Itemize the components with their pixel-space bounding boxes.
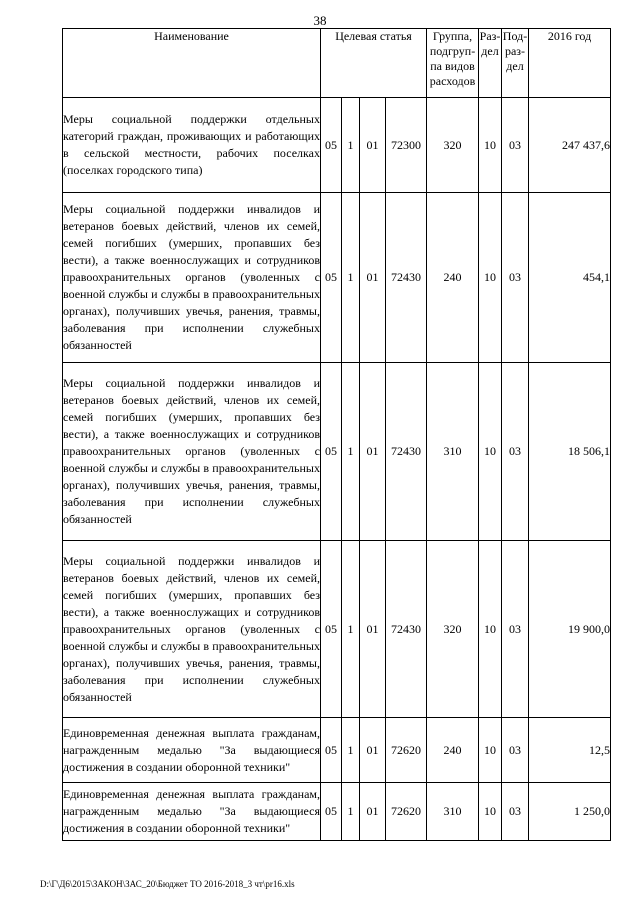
- target-article-part-1: 05: [321, 193, 342, 363]
- section-code: 10: [479, 541, 502, 718]
- amount-2016: 454,1: [529, 193, 611, 363]
- target-article-part-1: 05: [321, 363, 342, 541]
- header-subsection: Под-раз-дел: [502, 29, 529, 98]
- subsection-code: 03: [502, 718, 529, 783]
- subsection-code: 03: [502, 193, 529, 363]
- header-group: Группа, подгруп-па видов расходов: [427, 29, 479, 98]
- subsection-code: 03: [502, 98, 529, 193]
- amount-2016: 19 900,0: [529, 541, 611, 718]
- target-article-part-3: 01: [360, 783, 386, 841]
- target-article-part-2: 1: [342, 541, 360, 718]
- target-article-part-2: 1: [342, 193, 360, 363]
- subsection-code: 03: [502, 541, 529, 718]
- header-name: Наименование: [63, 29, 321, 98]
- target-article-part-4: 72430: [386, 363, 427, 541]
- section-code: 10: [479, 98, 502, 193]
- header-section: Раз-дел: [479, 29, 502, 98]
- target-article-part-4: 72300: [386, 98, 427, 193]
- subsection-code: 03: [502, 363, 529, 541]
- target-article-part-1: 05: [321, 718, 342, 783]
- section-code: 10: [479, 193, 502, 363]
- header-year: 2016 год: [529, 29, 611, 98]
- amount-2016: 1 250,0: [529, 783, 611, 841]
- target-article-part-3: 01: [360, 193, 386, 363]
- target-article-part-4: 72620: [386, 718, 427, 783]
- row-name: Меры социальной поддержки инвалидов и ветеранов боевых действий, членов их семей, семей погибших (умерших, пропавших без вести), а также военнослужащих и сотрудников правоохранительных органов (уволенных с военной службы и службы в правоохранительных органах), получивших увечья, ранения, травмы, заболевания при исполнении служебных обязанностей: [63, 193, 321, 363]
- expense-group: 310: [427, 783, 479, 841]
- row-name: Единовременная денежная выплата гражданам, награжденным медалью "За выдающиеся достижения в создании оборонной техники": [63, 718, 321, 783]
- amount-2016: 12,5: [529, 718, 611, 783]
- target-article-part-1: 05: [321, 783, 342, 841]
- page-number: 38: [313, 13, 327, 28]
- budget-table: [62, 28, 611, 841]
- header-row: [63, 29, 611, 98]
- table-row: [63, 98, 611, 193]
- row-name: Меры социальной поддержки инвалидов и ветеранов боевых действий, членов их семей, семей погибших (умерших, пропавших без вести), а также военнослужащих и сотрудников правоохранительных органов (уволенных с военной службы и службы в правоохранительных органах), получивших увечья, ранения, травмы, заболевания при исполнении служебных обязанностей: [63, 541, 321, 718]
- expense-group: 310: [427, 363, 479, 541]
- table-row: [63, 783, 611, 841]
- row-name: Меры социальной поддержки отдельных категорий граждан, проживающих и работающих в сельской местности, рабочих поселках (поселках городского типа): [63, 98, 321, 193]
- file-path-footer: D:\Г\Д6\2015\ЗАКОН\ЗАС_20\Бюджет ТО 2016-2018_3 чт\pr16.xls: [40, 879, 295, 889]
- target-article-part-2: 1: [342, 363, 360, 541]
- header-target-article: Целевая статья: [321, 29, 427, 98]
- table-row: [63, 193, 611, 363]
- section-code: 10: [479, 363, 502, 541]
- target-article-part-1: 05: [321, 98, 342, 193]
- target-article-part-4: 72430: [386, 193, 427, 363]
- amount-2016: 18 506,1: [529, 363, 611, 541]
- table-row: [63, 718, 611, 783]
- table-row: [63, 363, 611, 541]
- target-article-part-4: 72620: [386, 783, 427, 841]
- expense-group: 320: [427, 98, 479, 193]
- expense-group: 240: [427, 718, 479, 783]
- target-article-part-2: 1: [342, 98, 360, 193]
- subsection-code: 03: [502, 783, 529, 841]
- amount-2016: 247 437,6: [529, 98, 611, 193]
- target-article-part-3: 01: [360, 363, 386, 541]
- target-article-part-2: 1: [342, 783, 360, 841]
- target-article-part-2: 1: [342, 718, 360, 783]
- row-name: Единовременная денежная выплата гражданам, награжденным медалью "За выдающиеся достижения в создании оборонной техники": [63, 783, 321, 841]
- target-article-part-4: 72430: [386, 541, 427, 718]
- target-article-part-3: 01: [360, 98, 386, 193]
- target-article-part-3: 01: [360, 541, 386, 718]
- expense-group: 320: [427, 541, 479, 718]
- section-code: 10: [479, 718, 502, 783]
- row-name: Меры социальной поддержки инвалидов и ветеранов боевых действий, членов их семей, семей погибших (умерших, пропавших без вести), а также военнослужащих и сотрудников правоохранительных органов (уволенных с военной службы и службы в правоохранительных органах), получивших увечья, ранения, травмы, заболевания при исполнении служебных обязанностей: [63, 363, 321, 541]
- target-article-part-1: 05: [321, 541, 342, 718]
- expense-group: 240: [427, 193, 479, 363]
- target-article-part-3: 01: [360, 718, 386, 783]
- table-row: [63, 541, 611, 718]
- section-code: 10: [479, 783, 502, 841]
